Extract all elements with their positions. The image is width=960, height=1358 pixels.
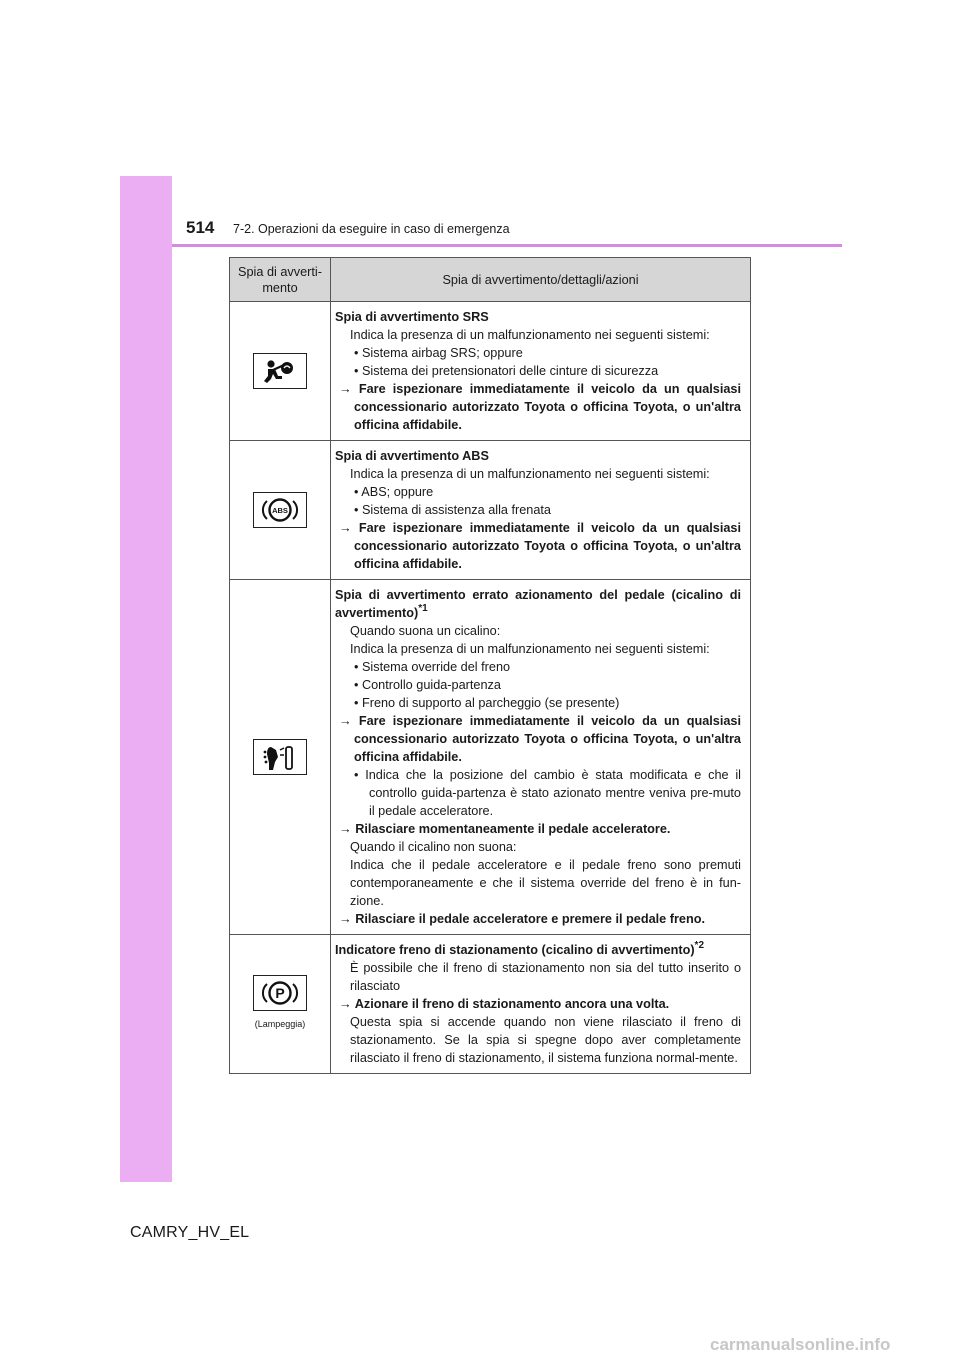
warning-lights-table xyxy=(229,257,751,1074)
table-header-row xyxy=(230,258,751,302)
bullet-item: • ABS; oppure xyxy=(354,485,434,499)
pedal-warning-icon xyxy=(253,739,307,775)
bullet-item: • Sistema dei pretensionatori delle cinture di sicurezza xyxy=(354,364,659,378)
warning-title: Spia di avvertimento errato azionamento del pedale (cicalino di avvertimento)$^{*1}$ xyxy=(335,588,741,620)
detail-text: Indica la presenza di un malfunzionamento nei seguenti sistemi: xyxy=(350,467,710,481)
svg-text:ABS: ABS xyxy=(272,506,288,515)
footnote-marker: *1 xyxy=(418,603,428,614)
details-cell xyxy=(331,935,751,1074)
airbag-warning-icon xyxy=(253,353,307,389)
section-title: 7-2. Operazioni da eseguire in caso di emergenza xyxy=(233,222,510,236)
details-cell xyxy=(331,580,751,935)
table-row xyxy=(230,441,751,580)
details-cell xyxy=(331,302,751,441)
action-item: → Rilasciare il pedale acceleratore e premere il pedale freno. xyxy=(339,912,705,926)
icon-cell xyxy=(230,302,331,441)
detail-text: È possibile che il freno di stazionamento non sia del tutto inserito o rilasciato xyxy=(350,961,741,993)
action-item: → Fare ispezionare immediatamente il veicolo da un qualsiasi concessionario autorizzato Toyota o officina Toyota, o un'altra officina affidabile. xyxy=(339,382,741,432)
detail-text: Indica che il pedale acceleratore e il pedale freno sono premuti contemporaneamente e che il sistema override del freno è in fun-zione. xyxy=(350,858,741,908)
detail-text: Indica la presenza di un malfunzionamento nei seguenti sistemi: xyxy=(350,328,710,342)
detail-text: Quando il cicalino non suona: xyxy=(350,840,517,854)
detail-text: Indica la presenza di un malfunzionamento nei seguenti sistemi: xyxy=(350,642,710,656)
table-row xyxy=(230,580,751,935)
doc-code: CAMRY_HV_EL xyxy=(130,1224,250,1241)
bullet-item: • Freno di supporto al parcheggio (se presente) xyxy=(354,696,620,710)
icon-caption: (Lampeggia) xyxy=(254,1019,306,1029)
col-header-details: Spia di avvertimento/dettagli/azioni xyxy=(331,258,751,302)
abs-warning-icon xyxy=(253,492,307,528)
bullet-item: • Sistema override del freno xyxy=(354,660,511,674)
icon-cell xyxy=(230,935,331,1074)
col-header-warning-light: Spia di avverti- mento xyxy=(230,258,331,302)
action-item: → Rilasciare momentaneamente il pedale acceleratore. xyxy=(339,822,671,836)
table-row xyxy=(230,935,751,1074)
svg-text:P: P xyxy=(275,985,285,1001)
watermark: carmanualsonline.info xyxy=(710,1335,891,1354)
bullet-item: • Sistema airbag SRS; oppure xyxy=(354,346,523,360)
page-number: 514 xyxy=(186,218,215,237)
header-rule xyxy=(172,244,842,247)
bullet-item: • Controllo guida-partenza xyxy=(354,678,501,692)
footnote-marker: *2 xyxy=(694,940,704,951)
warning-title: Spia di avvertimento ABS xyxy=(335,449,489,463)
icon-cell xyxy=(230,580,331,935)
action-item: → Fare ispezionare immediatamente il veicolo da un qualsiasi concessionario autorizzato Toyota o officina Toyota, o un'altra officina affidabile. xyxy=(339,521,741,571)
side-tab-band xyxy=(120,176,172,1182)
warning-title: Indicatore freno di stazionamento (cicalino di avvertimento)$^{*2}$ xyxy=(335,940,704,957)
details-cell xyxy=(331,441,751,580)
bullet-item: • Sistema di assistenza alla frenata xyxy=(354,503,551,517)
detail-text: Questa spia si accende quando non viene rilasciato il freno di stazionamento. Se la spia si spegne dopo aver completamente rilasciato il freno di stazionamento, il sistema funziona normal-mente. xyxy=(350,1015,741,1065)
table-row xyxy=(230,302,751,441)
icon-cell xyxy=(230,441,331,580)
action-item: → Fare ispezionare immediatamente il veicolo da un qualsiasi concessionario autorizzato Toyota o officina Toyota, o un'altra officina affidabile. xyxy=(339,714,741,764)
action-item: → Azionare il freno di stazionamento ancora una volta. xyxy=(339,997,670,1011)
parking-brake-icon xyxy=(253,975,307,1011)
warning-title: Spia di avvertimento SRS xyxy=(335,310,489,324)
bullet-item: • Indica che la posizione del cambio è stata modificata e che il controllo guida-partenza è stato azionato mentre veniva pre-muto il pedale acceleratore. xyxy=(354,768,741,818)
detail-text: Quando suona un cicalino: xyxy=(350,624,501,638)
